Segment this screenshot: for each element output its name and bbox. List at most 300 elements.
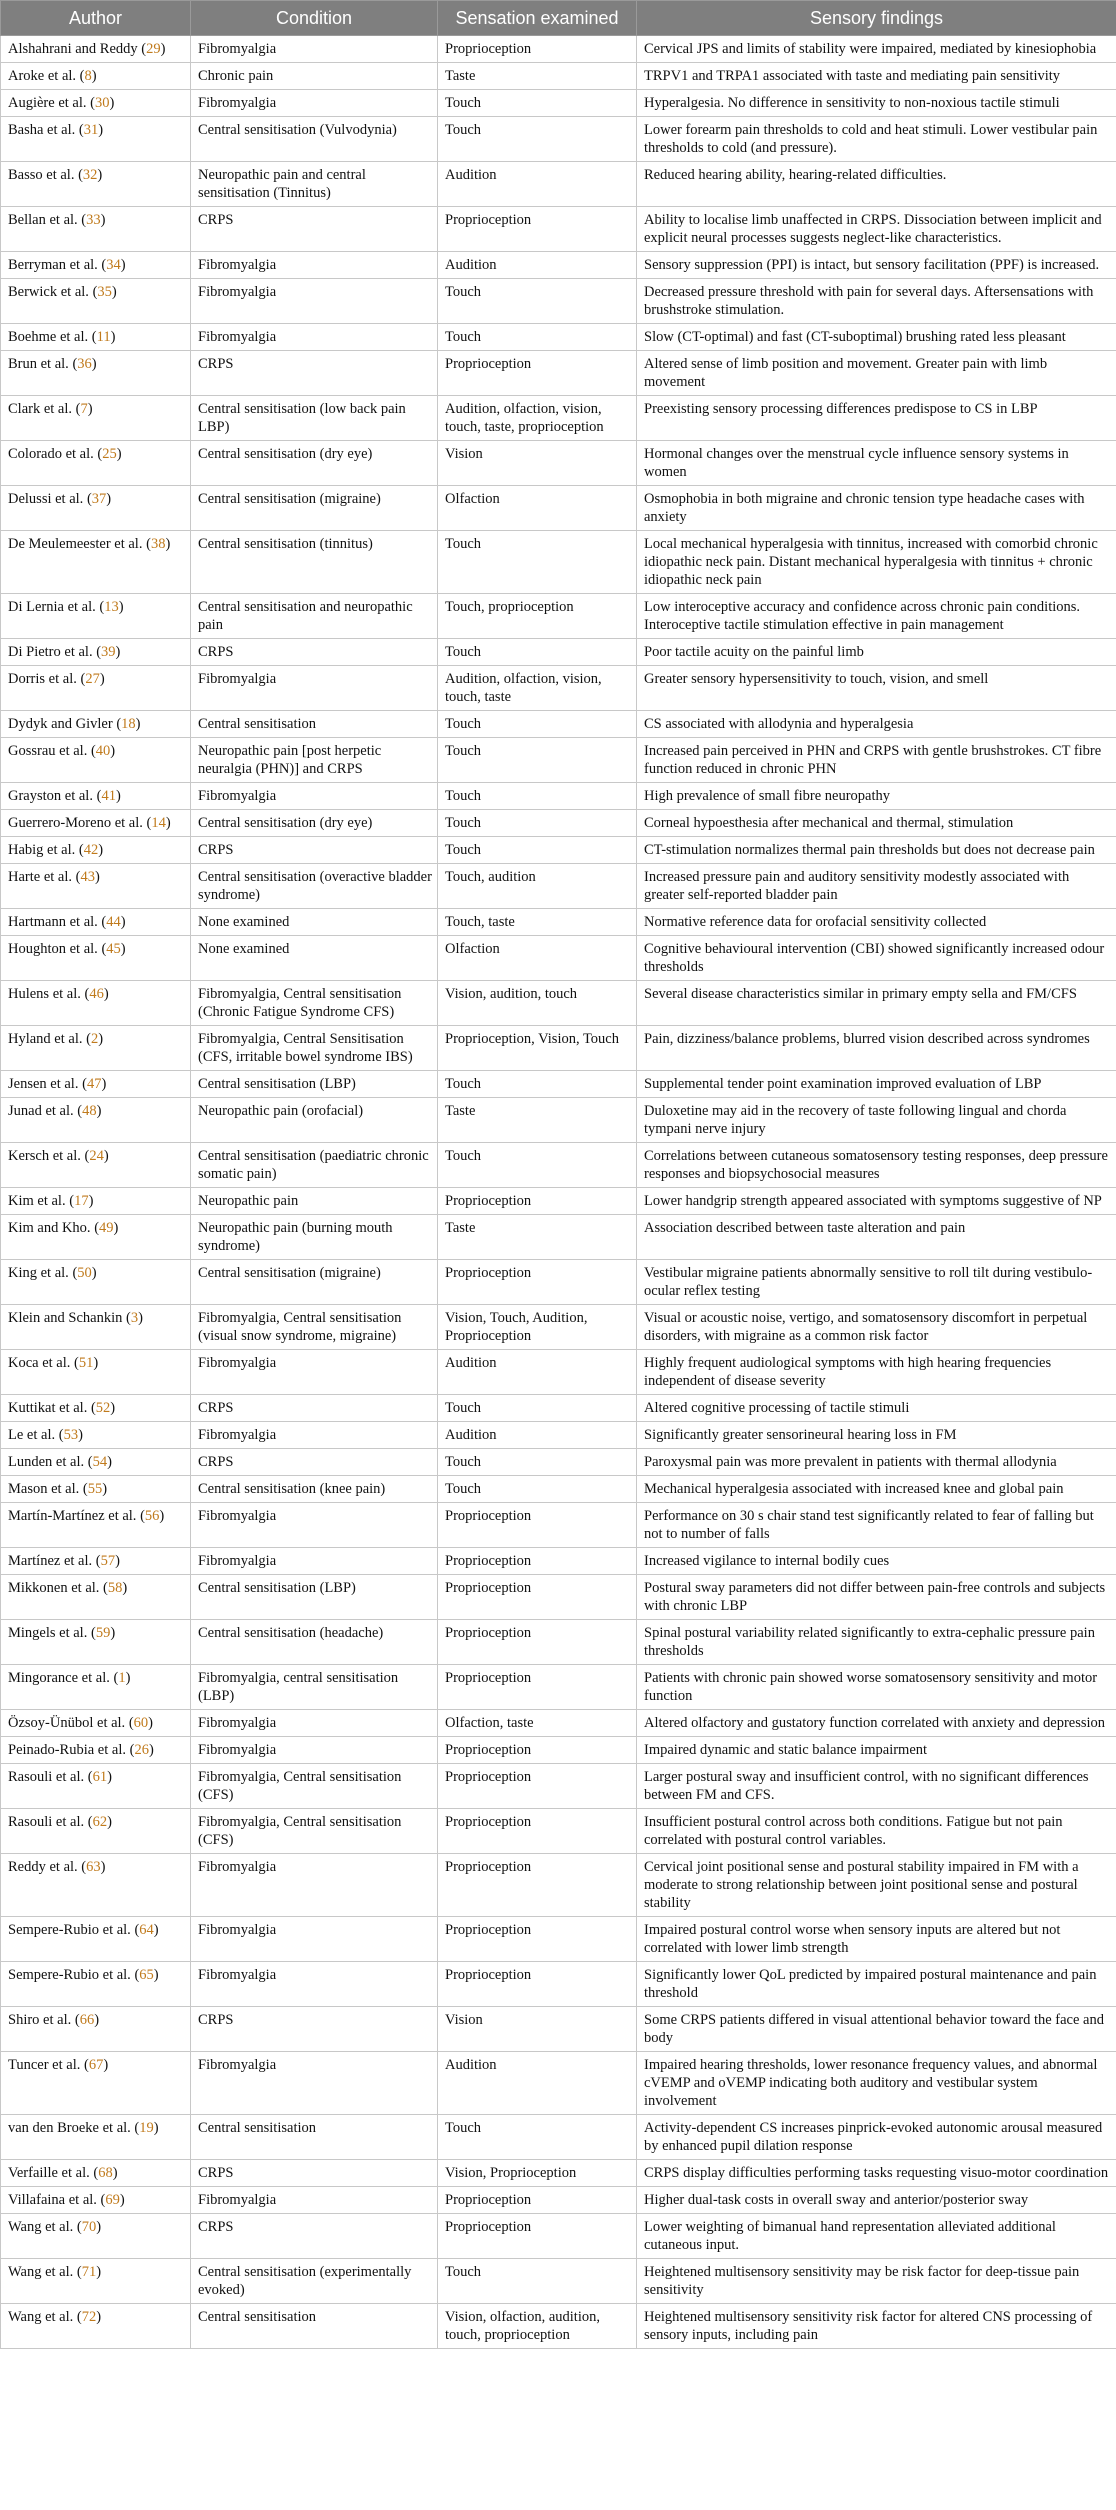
reference-link[interactable]: 13 — [104, 599, 119, 615]
findings-cell: Increased pressure pain and auditory sensitivity modestly associated with greater self-reported bladder pain — [637, 864, 1116, 909]
table-row — [1, 1710, 1116, 1737]
sensation-cell: Audition — [438, 162, 637, 207]
reference-link[interactable]: 18 — [121, 716, 136, 732]
reference-link[interactable]: 43 — [80, 869, 95, 885]
reference-link[interactable]: 56 — [144, 1508, 160, 1524]
author-cell: Di Pietro et al. (39) — [1, 639, 191, 666]
reference-link[interactable]: 59 — [95, 1625, 111, 1641]
table-row — [1, 711, 1116, 738]
reference-link[interactable]: 45 — [106, 941, 121, 957]
condition-cell: Fibromyalgia — [191, 252, 438, 279]
sensation-cell: Touch — [438, 837, 637, 864]
author-cell: Houghton et al. (45) — [1, 936, 191, 981]
author-name: Brun et al. — [8, 356, 69, 372]
reference-link[interactable]: 8 — [84, 68, 92, 84]
reference-link[interactable]: 66 — [79, 2012, 95, 2028]
condition-cell: CRPS — [191, 207, 438, 252]
sensation-cell: Touch — [438, 531, 637, 594]
condition-cell: Fibromyalgia — [191, 279, 438, 324]
author-name: De Meulemeester et al. — [8, 536, 143, 552]
reference-link[interactable]: 33 — [86, 212, 101, 228]
findings-cell: Mechanical hyperalgesia associated with increased knee and global pain — [637, 1476, 1116, 1503]
author-name: Rasouli et al. — [8, 1814, 85, 1830]
findings-cell: Local mechanical hyperalgesia with tinnitus, increased with comorbid chronic idiopathic neck pain. Distant mechanical hyperalgesia with tinnitus + chronic idiopathic neck pain — [637, 531, 1116, 594]
author-cell: Martínez et al. (57) — [1, 1548, 191, 1575]
condition-cell: CRPS — [191, 2214, 438, 2259]
findings-cell: Postural sway parameters did not differ between pain-free controls and subjects with chronic LBP — [637, 1575, 1116, 1620]
condition-cell: Fibromyalgia — [191, 1710, 438, 1737]
sensation-cell: Proprioception — [438, 351, 637, 396]
author-cell: Shiro et al. (66) — [1, 2007, 191, 2052]
reference-link[interactable]: 40 — [95, 743, 111, 759]
author-name: Colorado et al. — [8, 446, 94, 462]
author-name: Jensen et al. — [8, 1076, 79, 1092]
condition-cell: Central sensitisation (knee pain) — [191, 1476, 438, 1503]
condition-cell: Central sensitisation (migraine) — [191, 486, 438, 531]
condition-cell: Central sensitisation (dry eye) — [191, 441, 438, 486]
sensation-cell: Touch — [438, 738, 637, 783]
findings-cell: TRPV1 and TRPA1 associated with taste and mediating pain sensitivity — [637, 63, 1116, 90]
reference-link[interactable]: 46 — [89, 986, 104, 1002]
table-row — [1, 594, 1116, 639]
reference-link[interactable]: 51 — [78, 1355, 94, 1371]
sensation-cell: Taste — [438, 1098, 637, 1143]
reference-link[interactable]: 37 — [91, 491, 107, 507]
reference-link[interactable]: 72 — [81, 2309, 97, 2325]
reference-link[interactable]: 68 — [98, 2165, 113, 2181]
author-name: Kim et al. — [8, 1193, 66, 1209]
author-name: Berwick et al. — [8, 284, 89, 300]
author-name: Basha et al. — [8, 122, 76, 138]
findings-cell: Several disease characteristics similar in primary empty sella and FM/CFS — [637, 981, 1116, 1026]
sensation-cell: Vision, olfaction, audition, touch, proprioception — [438, 2304, 637, 2349]
table-row — [1, 1449, 1116, 1476]
author-name: Boehme et al. — [8, 329, 89, 345]
sensation-cell: Touch — [438, 1395, 637, 1422]
table-row — [1, 1071, 1116, 1098]
findings-cell: Reduced hearing ability, hearing-related difficulties. — [637, 162, 1116, 207]
condition-cell: Central sensitisation (low back pain LBP) — [191, 396, 438, 441]
author-name: Martín-Martínez et al. — [8, 1508, 137, 1524]
author-name: Mingorance et al. — [8, 1670, 110, 1686]
condition-cell: Fibromyalgia, Central Sensitisation (CFS, irritable bowel syndrome IBS) — [191, 1026, 438, 1071]
findings-cell: Duloxetine may aid in the recovery of taste following lingual and chorda tympani nerve injury — [637, 1098, 1116, 1143]
reference-link[interactable]: 25 — [102, 446, 117, 462]
condition-cell: Central sensitisation and neuropathic pain — [191, 594, 438, 639]
reference-link[interactable]: 34 — [106, 257, 121, 273]
condition-cell: Fibromyalgia — [191, 666, 438, 711]
condition-cell: Central sensitisation (paediatric chronic somatic pain) — [191, 1143, 438, 1188]
table-row — [1, 1188, 1116, 1215]
author-cell: Mingels et al. (59) — [1, 1620, 191, 1665]
reference-link[interactable]: 50 — [77, 1265, 92, 1281]
table-row — [1, 1260, 1116, 1305]
header-author: Author — [1, 1, 191, 36]
sensation-cell: Proprioception — [438, 1737, 637, 1764]
author-name: Dydyk and Givler — [8, 716, 113, 732]
reference-link[interactable]: 27 — [85, 671, 100, 687]
sensation-cell: Proprioception — [438, 1962, 637, 2007]
author-cell: Mikkonen et al. (58) — [1, 1575, 191, 1620]
condition-cell: Central sensitisation (Vulvodynia) — [191, 117, 438, 162]
author-name: Shiro et al. — [8, 2012, 72, 2028]
table-row — [1, 1764, 1116, 1809]
reference-link[interactable]: 3 — [130, 1310, 139, 1326]
condition-cell: Fibromyalgia — [191, 2187, 438, 2214]
author-name: Wang et al. — [8, 2309, 74, 2325]
table-row — [1, 1503, 1116, 1548]
author-cell: Brun et al. (36) — [1, 351, 191, 396]
author-cell: van den Broeke et al. (19) — [1, 2115, 191, 2160]
findings-cell: Low interoceptive accuracy and confidence across chronic pain conditions. Interoceptive tactile stimulation effective in pain management — [637, 594, 1116, 639]
table-row — [1, 1665, 1116, 1710]
reference-link[interactable]: 24 — [89, 1148, 104, 1164]
table-row — [1, 36, 1116, 63]
findings-cell: Correlations between cutaneous somatosensory testing responses, deep pressure responses and biopsychosocial measures — [637, 1143, 1116, 1188]
condition-cell: Fibromyalgia — [191, 1503, 438, 1548]
condition-cell: Fibromyalgia — [191, 1350, 438, 1395]
author-cell: King et al. (50) — [1, 1260, 191, 1305]
findings-cell: Activity-dependent CS increases pinprick-evoked autonomic arousal measured by enhanced pupil dilation response — [637, 2115, 1116, 2160]
author-name: van den Broeke et al. — [8, 2120, 131, 2136]
table-row — [1, 1143, 1116, 1188]
reference-link[interactable]: 14 — [151, 815, 166, 831]
reference-link[interactable]: 62 — [92, 1814, 108, 1830]
findings-cell: CT-stimulation normalizes thermal pain thresholds but does not decrease pain — [637, 837, 1116, 864]
reference-link[interactable]: 63 — [86, 1859, 101, 1875]
author-cell: Aroke et al. (8) — [1, 63, 191, 90]
author-name: Kuttikat et al. — [8, 1400, 88, 1416]
sensation-cell: Proprioception — [438, 1665, 637, 1710]
reference-link[interactable]: 47 — [86, 1076, 102, 1092]
reference-link[interactable]: 58 — [107, 1580, 123, 1596]
sensation-cell: Audition, olfaction, vision, touch, taste, proprioception — [438, 396, 637, 441]
reference-link[interactable]: 35 — [97, 284, 112, 300]
table-row — [1, 2007, 1116, 2052]
findings-cell: Impaired dynamic and static balance impairment — [637, 1737, 1116, 1764]
reference-link[interactable]: 70 — [81, 2219, 97, 2235]
condition-cell: Fibromyalgia, central sensitisation (LBP) — [191, 1665, 438, 1710]
sensation-cell: Proprioception — [438, 1620, 637, 1665]
author-cell: Berwick et al. (35) — [1, 279, 191, 324]
author-name: Özsoy-Ünübol et al. — [8, 1715, 126, 1731]
findings-cell: Hormonal changes over the menstrual cycle influence sensory systems in women — [637, 441, 1116, 486]
table-row — [1, 2259, 1116, 2304]
author-cell: Tuncer et al. (67) — [1, 2052, 191, 2115]
findings-cell: Increased pain perceived in PHN and CRPS with gentle brushstrokes. CT fibre function reduced in chronic PHN — [637, 738, 1116, 783]
reference-link[interactable]: 60 — [133, 1715, 149, 1731]
author-name: King et al. — [8, 1265, 69, 1281]
findings-cell: Poor tactile acuity on the painful limb — [637, 639, 1116, 666]
reference-link[interactable]: 65 — [139, 1967, 154, 1983]
condition-cell: Central sensitisation (overactive bladder syndrome) — [191, 864, 438, 909]
reference-link[interactable]: 11 — [96, 329, 111, 345]
author-name: Mikkonen et al. — [8, 1580, 100, 1596]
condition-cell: Fibromyalgia, Central sensitisation (CFS) — [191, 1764, 438, 1809]
table-row — [1, 2115, 1116, 2160]
table-row — [1, 531, 1116, 594]
author-cell: Basso et al. (32) — [1, 162, 191, 207]
condition-cell: Central sensitisation (migraine) — [191, 1260, 438, 1305]
sensation-cell: Proprioception — [438, 1260, 637, 1305]
condition-cell: Fibromyalgia — [191, 36, 438, 63]
reference-link[interactable]: 52 — [95, 1400, 111, 1416]
findings-cell: Ability to localise limb unaffected in CRPS. Dissociation between implicit and explicit neural processes suggests neglect-like characteristics. — [637, 207, 1116, 252]
sensation-cell: Proprioception — [438, 1548, 637, 1575]
findings-cell: Cervical joint positional sense and postural stability impaired in FM with a moderate to strong relationship between joint positional sense and postural stability — [637, 1854, 1116, 1917]
reference-link[interactable]: 36 — [77, 356, 92, 372]
author-name: Gossrau et al. — [8, 743, 88, 759]
findings-cell: Increased vigilance to internal bodily cues — [637, 1548, 1116, 1575]
author-cell: Bellan et al. (33) — [1, 207, 191, 252]
findings-cell: Visual or acoustic noise, vertigo, and somatosensory discomfort in perpetual disorders, with migraine as a common risk factor — [637, 1305, 1116, 1350]
author-name: Wang et al. — [8, 2219, 74, 2235]
author-cell: Augière et al. (30) — [1, 90, 191, 117]
findings-cell: Higher dual-task costs in overall sway and anterior/posterior sway — [637, 2187, 1116, 2214]
author-cell: Gossrau et al. (40) — [1, 738, 191, 783]
condition-cell: Central sensitisation — [191, 2115, 438, 2160]
sensation-cell: Proprioception — [438, 36, 637, 63]
reference-link[interactable]: 69 — [105, 2192, 120, 2208]
table-row — [1, 486, 1116, 531]
author-cell: Hulens et al. (46) — [1, 981, 191, 1026]
condition-cell: Neuropathic pain (orofacial) — [191, 1098, 438, 1143]
author-cell: Wang et al. (71) — [1, 2259, 191, 2304]
author-cell: Grayston et al. (41) — [1, 783, 191, 810]
reference-link[interactable]: 41 — [101, 788, 116, 804]
reference-link[interactable]: 53 — [63, 1427, 79, 1443]
condition-cell: Fibromyalgia — [191, 1548, 438, 1575]
reference-link[interactable]: 38 — [150, 536, 166, 552]
author-name: Aroke et al. — [8, 68, 77, 84]
table-row — [1, 2304, 1116, 2349]
reference-link[interactable]: 48 — [82, 1103, 97, 1119]
table-row — [1, 1854, 1116, 1917]
author-cell: Martín-Martínez et al. (56) — [1, 1503, 191, 1548]
author-cell: Wang et al. (70) — [1, 2214, 191, 2259]
sensation-cell: Touch — [438, 1449, 637, 1476]
table-body — [1, 36, 1116, 2349]
header-row — [1, 1, 1116, 36]
condition-cell: Neuropathic pain — [191, 1188, 438, 1215]
table-row — [1, 1215, 1116, 1260]
findings-cell: Lower forearm pain thresholds to cold and heat stimuli. Lower vestibular pain thresholds to cold (and pressure). — [637, 117, 1116, 162]
author-name: Hyland et al. — [8, 1031, 83, 1047]
reference-link[interactable]: 39 — [101, 644, 116, 660]
author-name: Grayston et al. — [8, 788, 93, 804]
author-cell: Peinado-Rubia et al. (26) — [1, 1737, 191, 1764]
findings-cell: Impaired postural control worse when sensory inputs are altered but not correlated with lower limb strength — [637, 1917, 1116, 1962]
author-name: Sempere-Rubio et al. — [8, 1922, 131, 1938]
author-name: Guerrero-Moreno et al. — [8, 815, 143, 831]
findings-cell: Significantly lower QoL predicted by impaired postural maintenance and pain threshold — [637, 1962, 1116, 2007]
findings-cell: Impaired hearing thresholds, lower resonance frequency values, and abnormal cVEMP and oVEMP indicating both auditory and vestibular system involvement — [637, 2052, 1116, 2115]
author-cell: Delussi et al. (37) — [1, 486, 191, 531]
findings-cell: Lower handgrip strength appeared associated with symptoms suggestive of NP — [637, 1188, 1116, 1215]
condition-cell: None examined — [191, 936, 438, 981]
table-row — [1, 864, 1116, 909]
table-row — [1, 351, 1116, 396]
table-row — [1, 1548, 1116, 1575]
table-row — [1, 441, 1116, 486]
sensation-cell: Vision — [438, 441, 637, 486]
sensation-cell: Proprioception — [438, 1764, 637, 1809]
findings-cell: CRPS display difficulties performing tasks requesting visuo-motor coordination — [637, 2160, 1116, 2187]
reference-link[interactable]: 30 — [94, 95, 110, 111]
reference-link[interactable]: 54 — [92, 1454, 108, 1470]
author-name: Martínez et al. — [8, 1553, 93, 1569]
condition-cell: Neuropathic pain [post herpetic neuralgia (PHN)] and CRPS — [191, 738, 438, 783]
author-name: Sempere-Rubio et al. — [8, 1967, 131, 1983]
table-row — [1, 1098, 1116, 1143]
author-name: Di Lernia et al. — [8, 599, 96, 615]
condition-cell: Fibromyalgia — [191, 1422, 438, 1449]
reference-link[interactable]: 26 — [134, 1742, 149, 1758]
author-cell: Le et al. (53) — [1, 1422, 191, 1449]
author-cell: Boehme et al. (11) — [1, 324, 191, 351]
sensation-cell: Touch — [438, 2115, 637, 2160]
table-row — [1, 1575, 1116, 1620]
author-name: Houghton et al. — [8, 941, 98, 957]
table-row — [1, 117, 1116, 162]
author-cell: Jensen et al. (47) — [1, 1071, 191, 1098]
reference-link[interactable]: 32 — [82, 167, 98, 183]
author-cell: Harte et al. (43) — [1, 864, 191, 909]
sensation-cell: Vision, audition, touch — [438, 981, 637, 1026]
sensation-cell: Proprioception — [438, 1809, 637, 1854]
author-name: Hartmann et al. — [8, 914, 98, 930]
findings-cell: Patients with chronic pain showed worse somatosensory sensitivity and motor function — [637, 1665, 1116, 1710]
condition-cell: CRPS — [191, 2160, 438, 2187]
reference-link[interactable]: 42 — [83, 842, 99, 858]
author-cell: Kuttikat et al. (52) — [1, 1395, 191, 1422]
sensation-cell: Proprioception — [438, 1188, 637, 1215]
sensation-cell: Proprioception — [438, 1917, 637, 1962]
findings-cell: Osmophobia in both migraine and chronic tension type headache cases with anxiety — [637, 486, 1116, 531]
condition-cell: Neuropathic pain and central sensitisation (Tinnitus) — [191, 162, 438, 207]
condition-cell: Central sensitisation (dry eye) — [191, 810, 438, 837]
reference-link[interactable]: 64 — [139, 1922, 154, 1938]
sensation-cell: Audition — [438, 2052, 637, 2115]
sensation-cell: Vision — [438, 2007, 637, 2052]
author-name: Habig et al. — [8, 842, 76, 858]
condition-cell: CRPS — [191, 837, 438, 864]
findings-cell: Supplemental tender point examination improved evaluation of LBP — [637, 1071, 1116, 1098]
findings-cell: Corneal hypoesthesia after mechanical and thermal, stimulation — [637, 810, 1116, 837]
table-row — [1, 1476, 1116, 1503]
author-name: Koca et al. — [8, 1355, 71, 1371]
author-cell: Basha et al. (31) — [1, 117, 191, 162]
findings-cell: Performance on 30 s chair stand test significantly related to fear of falling but not to number of falls — [637, 1503, 1116, 1548]
author-name: Lunden et al. — [8, 1454, 85, 1470]
table-row — [1, 2160, 1116, 2187]
findings-cell: Normative reference data for orofacial sensitivity collected — [637, 909, 1116, 936]
author-name: Augière et al. — [8, 95, 87, 111]
findings-cell: Vestibular migraine patients abnormally sensitive to roll tilt during vestibulo-ocular reflex testing — [637, 1260, 1116, 1305]
sensation-cell: Proprioception, Vision, Touch — [438, 1026, 637, 1071]
author-cell: Rasouli et al. (61) — [1, 1764, 191, 1809]
condition-cell: Fibromyalgia — [191, 1737, 438, 1764]
author-cell: Dydyk and Givler (18) — [1, 711, 191, 738]
sensation-cell: Touch — [438, 711, 637, 738]
author-name: Kim and Kho. — [8, 1220, 91, 1236]
table-header — [1, 1, 1116, 36]
author-name: Delussi et al. — [8, 491, 84, 507]
condition-cell: Fibromyalgia — [191, 783, 438, 810]
reference-link[interactable]: 57 — [100, 1553, 116, 1569]
reference-link[interactable]: 44 — [106, 914, 121, 930]
reference-link[interactable]: 55 — [87, 1481, 103, 1497]
condition-cell: Fibromyalgia, Central sensitisation (visual snow syndrome, migraine) — [191, 1305, 438, 1350]
sensation-cell: Touch — [438, 2259, 637, 2304]
sensation-cell: Touch, taste — [438, 909, 637, 936]
sensation-cell: Touch, proprioception — [438, 594, 637, 639]
table-row — [1, 1422, 1116, 1449]
author-name: Villafaina et al. — [8, 2192, 97, 2208]
reference-link[interactable]: 2 — [90, 1031, 99, 1047]
header-condition: Condition — [191, 1, 438, 36]
table-row — [1, 783, 1116, 810]
reference-link[interactable]: 17 — [74, 1193, 89, 1209]
author-cell: Di Lernia et al. (13) — [1, 594, 191, 639]
table-row — [1, 396, 1116, 441]
reference-link[interactable]: 67 — [88, 2057, 104, 2073]
reference-link[interactable]: 7 — [80, 401, 88, 417]
author-name: Berryman et al. — [8, 257, 98, 273]
reference-link[interactable]: 31 — [83, 122, 99, 138]
reference-link[interactable]: 49 — [99, 1220, 114, 1236]
findings-cell: Heightened multisensory sensitivity may be risk factor for deep-tissue pain sensitivity — [637, 2259, 1116, 2304]
sensation-cell: Proprioception — [438, 1503, 637, 1548]
sensation-cell: Proprioception — [438, 1575, 637, 1620]
reference-link[interactable]: 71 — [81, 2264, 97, 2280]
sensation-cell: Touch — [438, 783, 637, 810]
condition-cell: CRPS — [191, 639, 438, 666]
findings-cell: Larger postural sway and insufficient control, with no significant differences between FM and CFS. — [637, 1764, 1116, 1809]
author-name: Rasouli et al. — [8, 1769, 85, 1785]
findings-cell: Preexisting sensory processing differences predispose to CS in LBP — [637, 396, 1116, 441]
reference-link[interactable]: 61 — [92, 1769, 108, 1785]
sensation-cell: Olfaction — [438, 486, 637, 531]
table-row — [1, 1350, 1116, 1395]
author-name: Junad et al. — [8, 1103, 74, 1119]
author-cell: Kersch et al. (24) — [1, 1143, 191, 1188]
sensation-cell: Touch — [438, 1071, 637, 1098]
reference-link[interactable]: 29 — [146, 41, 161, 57]
author-name: Verfaille et al. — [8, 2165, 90, 2181]
author-name: Mingels et al. — [8, 1625, 88, 1641]
condition-cell: Fibromyalgia — [191, 1962, 438, 2007]
author-cell: Sempere-Rubio et al. (64) — [1, 1917, 191, 1962]
findings-cell: Spinal postural variability related significantly to extra-cephalic pressure pain thresholds — [637, 1620, 1116, 1665]
author-cell: Clark et al. (7) — [1, 396, 191, 441]
table-row — [1, 1395, 1116, 1422]
author-name: Alshahrani and Reddy — [8, 41, 138, 57]
author-cell: Klein and Schankin (3) — [1, 1305, 191, 1350]
author-cell: Koca et al. (51) — [1, 1350, 191, 1395]
author-name: Reddy et al. — [8, 1859, 78, 1875]
author-name: Mason et al. — [8, 1481, 80, 1497]
author-name: Klein and Schankin — [8, 1310, 123, 1326]
reference-link[interactable]: 19 — [139, 2120, 154, 2136]
condition-cell: CRPS — [191, 351, 438, 396]
sensation-cell: Proprioception — [438, 2187, 637, 2214]
findings-cell: CS associated with allodynia and hyperalgesia — [637, 711, 1116, 738]
reference-link[interactable]: 1 — [118, 1670, 126, 1686]
findings-cell: Cervical JPS and limits of stability were impaired, mediated by kinesiophobia — [637, 36, 1116, 63]
table-row — [1, 810, 1116, 837]
findings-cell: Greater sensory hypersensitivity to touch, vision, and smell — [637, 666, 1116, 711]
